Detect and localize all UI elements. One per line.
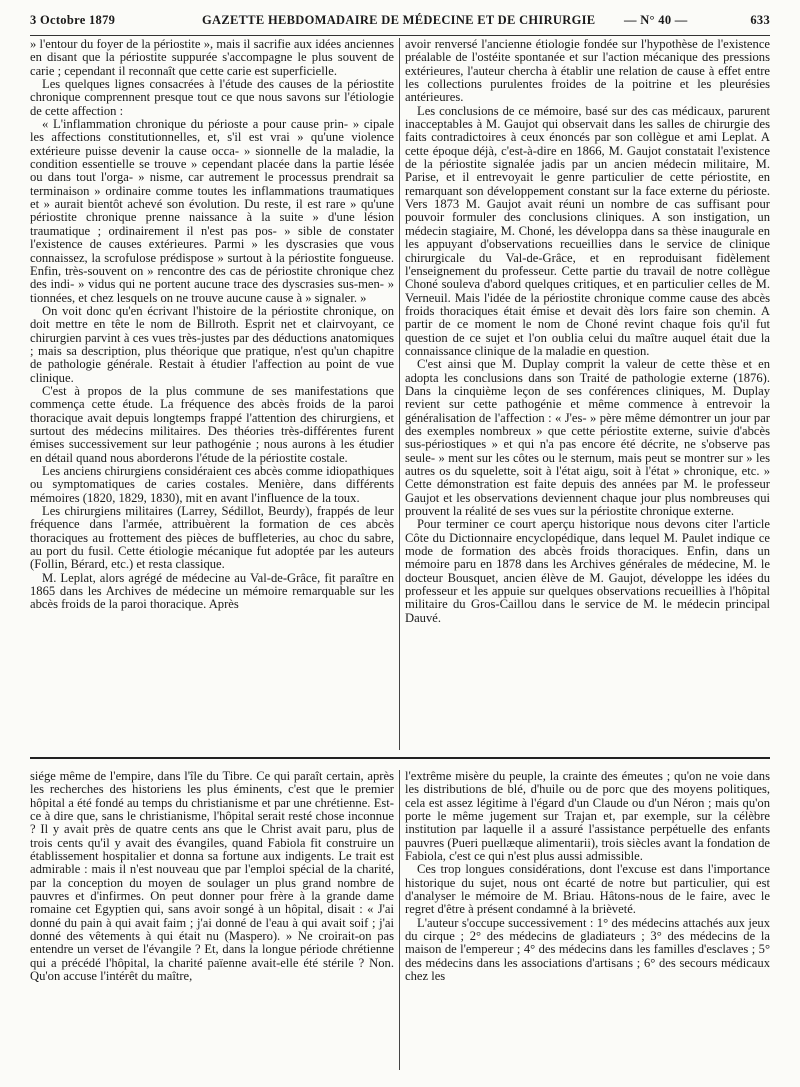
paragraph: l'extrême misère du peuple, la crainte des émeutes ; qu'on ne voie dans les distributions de blé, d'huile ou de porc que des moyens politiques, cela est assez légitime à l'égard d'un Claude ou d'un Néron ; mais qu'on porte le même jugement sur Trajan et, par exemple, sur la célèbre institution par laquelle il a assuré l'assistance perpétuelle des enfants pauvres (Pueri puellæque alimentarii), trois siècles avant la fondation de Fabiola, c'est ce qui n'est plus aussi admissible. <box>405 770 770 864</box>
lower-right-column <box>405 770 770 1070</box>
paragraph: C'est à propos de la plus commune de ses manifestations que commença cette étude. La fréquence des abcès froids de la paroi thoracique avait depuis longtemps frappé l'attention des chirurgiens, et surtout des médecins militaires. Des théories très-différentes furent émises successivement sur leur pathogénie ; nous aurons à les étudier en détail quand nous aborderons l'étude de la périostite costale. <box>30 383 394 465</box>
quotation-paragraph: « L'inflammation chronique du périoste a pour cause prin- » cipale les affections constitutionnelles, et, s'il est vrai » qu'une violence extérieure puisse devenir la cause occa- » sionnelle de la maladie, la condition essentielle se trouve » cependant placée dans la partie lésée ou dans tout l'orga- » nisme, car autrement le processus prendrait sa terminaison » ordinaire comme toutes les inflammations traumatiques et » aurait bientôt achevé son évolution. Du reste, il est rare » qu'une périostite chronique prenne naissance à la suite » d'une lésion traumatique ; ordinairement il n'est pas pos- » sible de constater l'existence de causes extérieures. Parmi » les dyscrasies que vous connaissez, la scrofulose prédispose » surtout à la périostite fongueuse. Enfin, très-souvent on » rencontre des cas de périostite chronique chez des indi- » vidus qui ne portent aucune trace des dyscrasies sus-men- » tionnées, et chez lesquels on ne trouve aucune cause à » signaler. » <box>30 117 394 305</box>
page-header <box>30 13 770 35</box>
paragraph: Les chirurgiens militaires (Larrey, Sédillot, Beurdy), frappés de leur fréquence dans l'armée, attribuèrent la formation de ces abcès thoraciques au frottement des pièces de buffleteries, au choc du sabre, au port du fusil. Cette étiologie mécanique fut adoptée par les auteurs (Follin, Bérard, etc.) et resta classique. <box>30 504 394 572</box>
paragraph: M. Leplat, alors agrégé de médecine au Val-de-Grâce, fit paraître en 1865 dans les Archives de médecine un mémoire remarquable sur les abcès froids de la paroi thoracique. Après <box>30 570 394 612</box>
upper-left-column <box>30 38 394 750</box>
header-page-number: 633 <box>750 13 770 27</box>
paragraph: siége même de l'empire, dans l'île du Tibre. Ce qui paraît certain, après les recherches des historiens les plus éminents, c'est que le premier hôpital a été fondé au temps du christianisme et par une chrétienne. Est-ce à dire que, sans le christianisme, l'hôpital serait resté chose inconnue ? Il y avait près de quatre cents ans que le Christ avait paru, plus de trois cents qu'il y avait des évangiles, quand Fabiola fit construire un établissement hospitalier et donna sa fortune aux indigents. Le trait est admirable : mais il n'est nouveau que par l'emploi spécial de la charité, par la conception du moyen de soulager un plus grand nombre de pauvres et d'infirmes. On peut donner pour frère à la grande dame romaine cet Egyptien qui, sans avoir songé à un hôpital, disait : « J'ai donné du pain à qui avait faim ; j'ai donné de l'eau à qui avait soif ; j'ai donné des vêtements à qui était nu (Maspero). » Ne croirait-on pas entendre un verset de l'évangile ? Et, dans la longue période chrétienne qui a précédé l'hôpital, la charité païenne avait-elle été stérile ? Non. Qu'on accuse l'intérêt du maître, <box>30 770 394 984</box>
paragraph: avoir renversé l'ancienne étiologie fondée sur l'hypothèse de l'existence préalable de l'ostéite spontanée et sur l'action mécanique des pressions extérieures, l'auteur chercha à établir une relation de cause à effet entre les collections purulentes froides de la poitrine et les pleurésies antérieures. <box>405 38 770 105</box>
paragraph: Pour terminer ce court aperçu historique nous devons citer l'article Côte du Dictionnaire encyclopédique, dans lequel M. Paulet indique ce mode de formation des abcès froids thoraciques. Enfin, dans un mémoire paru en 1878 dans les Archives générales de médecine, M. le docteur Bousquet, ancien élève de M. Gaujot, développe les idées du professeur et les appuie sur quelques observations recueillies à l'hôpital militaire du Gros-Caillou dans le service de M. le médecin principal Dauvé. <box>405 517 770 625</box>
lower-left-column <box>30 770 394 1070</box>
upper-right-column <box>405 38 770 750</box>
paragraph: Les anciens chirurgiens considéraient ces abcès comme idiopathiques ou symptomatiques de caries costales. Menière, dans différents mémoires (1820, 1829, 1830), mit en avant l'influence de la toux. <box>30 464 394 505</box>
header-issue-number: — N° 40 — <box>624 13 688 27</box>
paragraph: Ces trop longues considérations, dont l'excuse est dans l'importance historique du sujet, nous ont écarté de notre but particulier, qui est d'analyser le mémoire de M. Briau. Hâtons-nous de le faire, avec le regret d'être à présent condamné à la brièveté. <box>405 862 770 917</box>
header-title: GAZETTE HEBDOMADAIRE DE MÉDECINE ET DE CHIRURGIE <box>202 13 596 27</box>
header-date: 3 Octobre 1879 <box>30 13 116 27</box>
paragraph: C'est ainsi que M. Duplay comprit la valeur de cette thèse et en adopta les conclusions dans son Traité de pathologie externe (1876). Dans la cinquième leçon de ses conférences cliniques, M. Duplay revient sur cette pathogénie et même commence à entrevoir la généralisation de l'affection : « J'es- » père même démontrer un jour par des exemples nombreux » que cette périostite externe, suivie d'abcès sus-périostiques » et qui n'a pas encore été décrite, ne s'observe pas seule- » ment sur les côtes ou le sternum, mais peut se montrer sur » les autres os du squelette, soit à l'état aigu, soit à l'état » chronique, etc. » Cette démonstration est faite depuis des années par M. le professeur Gaujot et les observations deviennent chaque jour plus nombreuses qui prouvent la réalité de ses vues sur la périostite chronique externe. <box>405 357 770 519</box>
paragraph: Les conclusions de ce mémoire, basé sur des cas médicaux, parurent inacceptables à M. Gaujot qui observait dans les salles de chirurgie des faits contradictoires à ceux énoncés par son collègue et ami Leplat. A cette époque déjà, c'est-à-dire en 1866, M. Gaujot constatait l'existence de la périostite signalée jadis par un ancien médecin militaire, M. Parise, et il entrevoyait le genre particulier de cette périostite, en remarquant son développement constant sur la face externe du périoste. Vers 1873 M. Gaujot avait réuni un nombre de cas suffisant pour pouvoir formuler des conclusions cliniques. A son instigation, un médecin stagiaire, M. Choné, les développa dans sa thèse inaugurale en les appuyant d'observations recueillies dans le service de clinique chirurgicale du Val-de-Grâce, et en reproduisant fidèlement l'enseignement du professeur. Cette partie du travail de notre collègue Choné souleva d'abord quelques critiques, et en particulier celles de M. Verneuil. Mais l'idée de la périostite chronique comme cause des abcès froids thoraciques était émise et devait dès lors faire son chemin. A partir de ce moment le nom de Choné revint chaque fois qu'il fut question de ce sujet et l'on oublia celui du maître auquel était due la connaissance clinique de la maladie en question. <box>405 103 770 358</box>
paragraph: On voit donc qu'en écrivant l'histoire de la périostite chronique, on doit mettre en tête le nom de Billroth. Esprit net et clairvoyant, ce chirurgien parvint à ces vues très-justes par des déductions anatomiques ; mais sa description, plus théorique que pratique, n'est qu'un chapitre de pathologie générale. Restait à étudier l'affection au point de vue clinique. <box>30 303 394 385</box>
column-divider <box>399 38 400 750</box>
column-divider <box>399 770 400 1070</box>
paragraph: L'auteur s'occupe successivement : 1° des médecins attachés aux jeux du cirque ; 2° des médecins de gladiateurs ; 3° des médecins de la maison de l'empereur ; 4° des médecins dans les familles d'esclaves ; 5° des médecins dans les associations d'artisans ; 6° des secours médicaux chez les <box>405 915 770 984</box>
feuilleton-separator <box>30 757 770 759</box>
paragraph: Les quelques lignes consacrées à l'étude des causes de la périostite chronique comprennent presque tout ce que nous savons sur l'étiologie de cette affection : <box>30 77 394 118</box>
paragraph: » l'entour du foyer de la périostite », mais il sacrifie aux idées anciennes en disant que la périostite suppurée s'accompagne le plus souvent de carie ; cependant il reconnaît que cette carie est superficielle. <box>30 38 394 78</box>
header-rule <box>30 35 770 36</box>
